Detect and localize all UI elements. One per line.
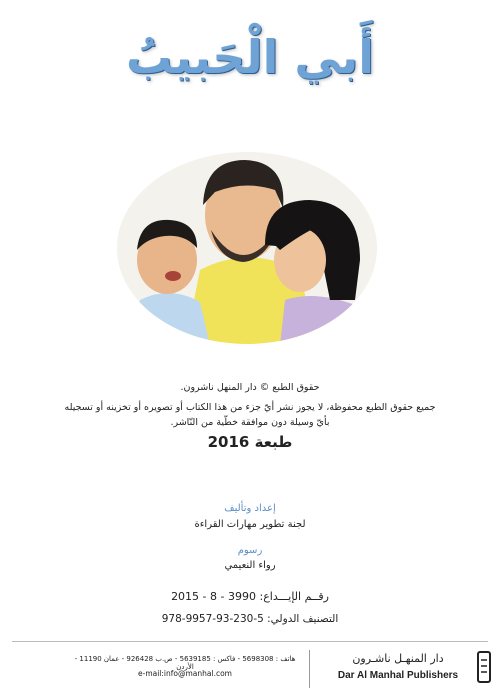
publisher-contact: هاتف : 5698308 - فاكس : 5639185 - ص.ب 926428 - عمان 11190 - الأردن [74, 655, 296, 671]
isbn-number: التصنيف الدولي: 5-230-93-9957-978 [161, 613, 339, 625]
publisher-email[interactable]: e-mail:info@manhal.com [138, 669, 232, 678]
footer-vertical-divider [309, 650, 310, 688]
footer-divider [12, 641, 488, 642]
copyright-notice-line-1: جميع حقوق الطبع محفوظة، لا يجوز نشر أيّ جزء من هذا الكتاب أو تصويره أو تخزينه أو تسجيله [64, 402, 436, 413]
copyright-notice [0, 400, 500, 430]
publisher-name-english: Dar Al Manhal Publishers [337, 670, 459, 681]
edition-label: طبعة 2016 [207, 433, 293, 451]
book-title: أَبي الْحَبيبُ [125, 30, 375, 84]
deposit-number: رقــم الإيـــداع: 3990 - 8 - 2015 [171, 590, 329, 603]
copyright-notice-line-2: بأيّ وسيلة دون موافقة خطّية من النّاشر. [170, 417, 330, 428]
author-name: لجنة تطوير مهارات القراءة [194, 519, 306, 530]
family-illustration [115, 150, 380, 345]
copyright-line: حقوق الطبع © دار المنهل ناشرون. [180, 382, 320, 393]
illustrator-label: رسوم [237, 545, 263, 556]
publisher-name-arabic: دار المنهـل ناشـرون [352, 652, 444, 665]
publisher-logo-icon [476, 650, 492, 684]
author-label: إعداد وتأليف [224, 503, 276, 514]
illustrator-name: رواء النعيمي [224, 560, 276, 571]
